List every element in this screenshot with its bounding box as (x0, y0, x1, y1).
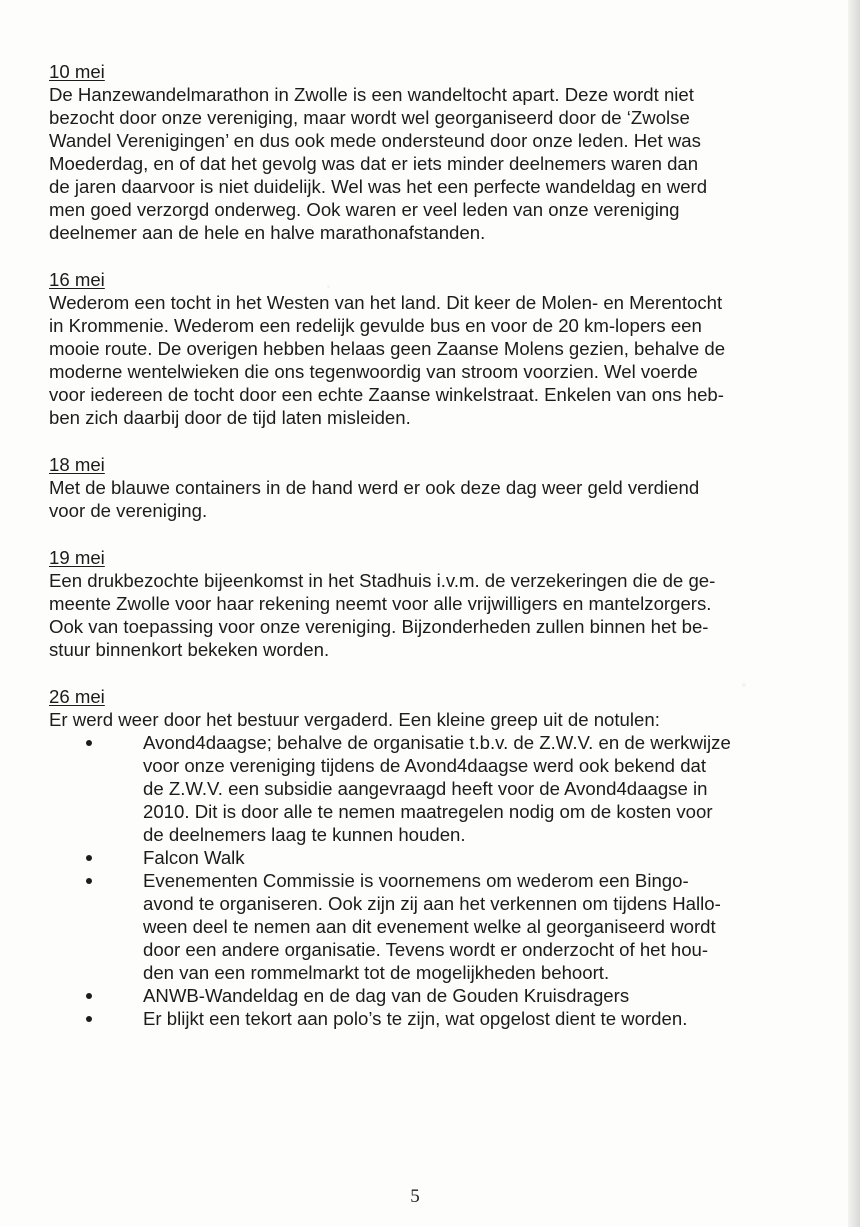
text-line: Er blijkt een tekort aan polo’s te zijn, wat opgelost dient te worden. (143, 1008, 688, 1029)
text-line: deelnemer aan de hele en halve marathonafstanden. (49, 222, 486, 243)
text-line: de deelnemers laag te kunnen houden. (143, 824, 466, 845)
entry-paragraph (49, 83, 789, 244)
entry-date: 26 mei (49, 686, 105, 707)
text-line: moderne wentelwieken die ons tegenwoordig van stroom voorzien. Wel voerde (49, 361, 698, 382)
text-line: Moederdag, en of dat het gevolg was dat er iets minder deelnemers waren dan (49, 153, 699, 174)
text-line: den van een rommelmarkt tot de mogelijkheden behoort. (143, 962, 610, 983)
entry-date: 16 mei (49, 269, 105, 290)
bullet-icon (86, 1016, 92, 1022)
text-line: ANWB-Wandeldag en de dag van de Gouden Kruisdragers (143, 985, 630, 1006)
entry-date: 18 mei (49, 454, 105, 475)
text-line: voor de vereniging. (49, 500, 208, 521)
text-line: Ook van toepassing voor onze vereniging. Bijzonderheden zullen binnen het be- (49, 616, 709, 637)
entry-date: 10 mei (49, 61, 105, 82)
text-line: de jaren daarvoor is niet duidelijk. Wel was het een perfecte wandeldag en werd (49, 176, 708, 197)
text-line: men goed verzorgd onderweg. Ook waren er veel leden van onze vereniging (49, 199, 680, 220)
page-edge-shadow (848, 0, 860, 1227)
text-line: door een andere organisatie. Tevens wordt er onderzocht of het hou- (143, 939, 709, 960)
text-line: 2010. Dit is door alle te nemen maatregelen nodig om de kosten voor (143, 801, 713, 822)
text-line: mooie route. De overigen hebben helaas geen Zaanse Molens gezien, behalve de (49, 338, 726, 359)
list-item (49, 869, 789, 984)
entry-paragraph (49, 569, 789, 661)
entry-18-mei (49, 453, 789, 522)
bullet-icon (86, 740, 92, 746)
text-line: de Z.W.V. een subsidie aangevraagd heeft voor de Avond4daagse in (143, 778, 708, 799)
text-line: Evenementen Commissie is voornemens om wederom een Bingo- (143, 870, 689, 891)
text-line: voor onze vereniging tijdens de Avond4daagse werd ook bekend dat (143, 755, 707, 776)
text-line: De Hanzewandelmarathon in Zwolle is een wandeltocht apart. Deze wordt niet (49, 84, 694, 105)
bullet-icon (86, 855, 92, 861)
text-line: ben zich daarbij door de tijd laten misleiden. (49, 407, 411, 428)
list-item (49, 984, 789, 1007)
entry-paragraph (49, 476, 789, 522)
list-item (49, 1007, 789, 1030)
page-number: 5 (410, 1186, 420, 1207)
text-line: ween deel te nemen aan dit evenement welke al georganiseerd wordt (143, 916, 716, 937)
entry-date: 19 mei (49, 547, 105, 568)
entry-paragraph (49, 708, 789, 731)
text-line: voor iedereen de tocht door een echte Zaanse winkelstraat. Enkelen van ons heb- (49, 384, 724, 405)
bullet-icon (86, 878, 92, 884)
text-line: Avond4daagse; behalve de organisatie t.b.v. de Z.W.V. en de werkwijze (143, 732, 731, 753)
text-line: Wederom een tocht in het Westen van het land. Dit keer de Molen- en Merentocht (49, 292, 723, 313)
entry-26-mei (49, 685, 789, 1030)
text-line: stuur binnenkort bekeken worden. (49, 639, 330, 660)
text-line: Wandel Verenigingen’ en dus ook mede ondersteund door onze leden. Het was (49, 130, 701, 151)
text-line: Een drukbezochte bijeenkomst in het Stadhuis i.v.m. de verzekeringen die de ge- (49, 570, 716, 591)
bullet-icon (86, 993, 92, 999)
entry-19-mei (49, 546, 789, 661)
text-line: bezocht door onze vereniging, maar wordt wel georganiseerd door de ‘Zwolse (49, 107, 690, 128)
list-item (49, 731, 789, 846)
entry-paragraph (49, 291, 789, 429)
list-item (49, 846, 789, 869)
entry-16-mei (49, 268, 789, 429)
text-line: meente Zwolle voor haar rekening neemt voor alle vrijwilligers en mantelzorgers. (49, 593, 712, 614)
entry-10-mei (49, 60, 789, 244)
text-line: Falcon Walk (143, 847, 245, 868)
notulen-list (49, 731, 789, 1030)
text-line: avond te organiseren. Ook zijn zij aan het verkennen om tijdens Hallo- (143, 893, 721, 914)
document-body (49, 60, 789, 1054)
text-line: Er werd weer door het bestuur vergaderd. Een kleine greep uit de notulen: (49, 709, 660, 730)
text-line: in Krommenie. Wederom een redelijk gevulde bus en voor de 20 km-lopers een (49, 315, 702, 336)
text-line: Met de blauwe containers in de hand werd er ook deze dag weer geld verdiend (49, 477, 700, 498)
